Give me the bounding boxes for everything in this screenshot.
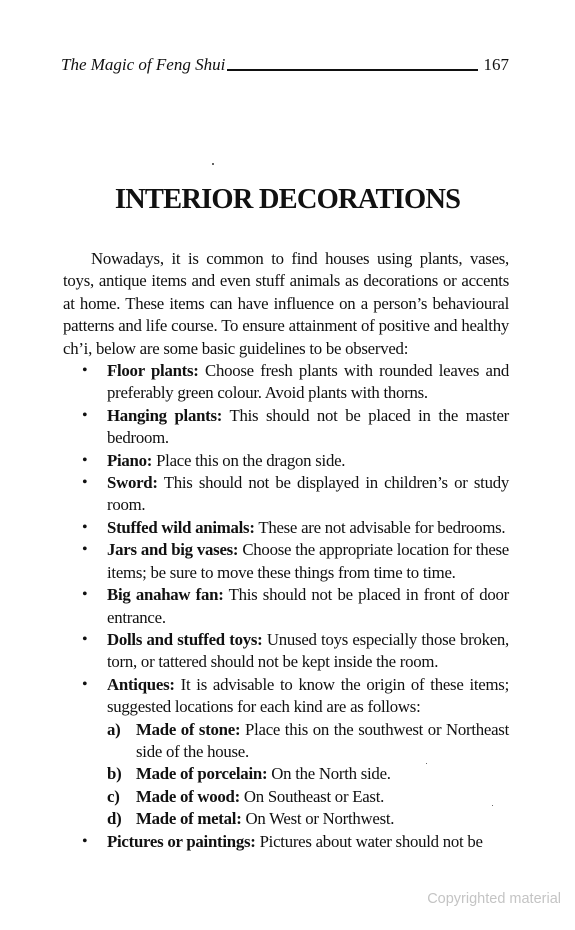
sub-item-marker: d) bbox=[107, 809, 122, 829]
list-item-jars-and-big-vases bbox=[63, 539, 509, 584]
item-term: Sword: bbox=[107, 473, 158, 493]
sub-item-marker: a) bbox=[107, 719, 121, 739]
antiques-sub-list bbox=[107, 719, 509, 831]
item-text: It is advisable to know the origin of these items; suggested locations for each kind are as follows: bbox=[107, 674, 509, 717]
item-text: Choose fresh plants with rounded leaves and preferably green colour. Avoid plants with thorns. bbox=[107, 361, 510, 403]
item-term: Big anahaw fan: bbox=[107, 585, 224, 605]
bullet-icon: • bbox=[82, 518, 88, 536]
list-item-piano bbox=[63, 450, 509, 472]
sub-item-term: Made of metal: bbox=[136, 809, 242, 829]
bullet-icon: • bbox=[82, 586, 88, 604]
list-item-big-anahaw-fan bbox=[63, 584, 509, 629]
item-term: Pictures or paintings: bbox=[107, 831, 256, 851]
sub-item-wood bbox=[107, 786, 509, 808]
list-item-sword bbox=[63, 472, 509, 517]
list-item-stuffed-wild-animals bbox=[63, 517, 509, 539]
running-header-title: The Magic of Feng Shui bbox=[61, 55, 226, 74]
intro-paragraph: Nowadays, it is common to find houses using plants, vases, toys, antique items and even stuff animals as decorations or accents at home. These items can have influence on a person’s behavioural patterns and life course. To ensure attainment of positive and healthy ch’i, below are some basic guidelines to be observed: bbox=[63, 249, 509, 358]
guidelines-list bbox=[63, 360, 509, 853]
sub-item-term: Made of wood: bbox=[136, 786, 240, 806]
bullet-icon: • bbox=[82, 541, 88, 559]
item-text: These are not advisable for bedrooms. bbox=[254, 517, 506, 537]
bullet-icon: • bbox=[82, 474, 88, 492]
item-text: Pictures about water should not be bbox=[255, 831, 483, 851]
running-header bbox=[61, 51, 509, 75]
item-term: Floor plants: bbox=[107, 361, 199, 381]
list-item-pictures-or-paintings bbox=[63, 831, 509, 853]
sub-item-metal bbox=[107, 808, 509, 830]
bullet-icon: • bbox=[82, 675, 88, 693]
sub-item-term: Made of porcelain: bbox=[136, 764, 268, 784]
sub-item-term: Made of stone: bbox=[136, 719, 241, 739]
sub-item-text: On West or Northwest. bbox=[241, 809, 395, 829]
sub-item-porcelain bbox=[107, 763, 509, 785]
body-text bbox=[63, 248, 509, 853]
page-number: 167 bbox=[483, 55, 509, 74]
item-text: Place this on the dragon side. bbox=[152, 450, 346, 470]
header-rule bbox=[227, 69, 477, 71]
sub-item-text: Place this on the southwest or Northeast side of the house. bbox=[136, 719, 509, 761]
sub-item-text: On the North side. bbox=[267, 764, 391, 784]
item-term: Dolls and stuffed toys: bbox=[107, 629, 263, 649]
item-text: This should not be placed in front of door entrance. bbox=[107, 585, 509, 627]
sub-item-stone bbox=[107, 719, 509, 764]
item-text: This should not be displayed in children’s or study room. bbox=[107, 473, 509, 515]
print-speck bbox=[212, 163, 214, 165]
item-term: Stuffed wild animals: bbox=[107, 517, 255, 537]
copyright-watermark: Copyrighted material bbox=[427, 891, 561, 907]
list-item-floor-plants bbox=[63, 360, 509, 405]
bullet-icon: • bbox=[82, 451, 88, 469]
chapter-title: INTERIOR DECORATIONS bbox=[114, 184, 461, 215]
sub-item-text: On Southeast or East. bbox=[239, 786, 385, 806]
item-term: Piano: bbox=[107, 450, 153, 470]
bullet-icon: • bbox=[82, 630, 88, 648]
list-item-dolls-and-stuffed-toys bbox=[63, 629, 509, 674]
sub-item-marker: b) bbox=[107, 764, 122, 784]
sub-item-marker: c) bbox=[107, 786, 120, 806]
item-term: Hanging plants: bbox=[107, 405, 223, 425]
bullet-icon: • bbox=[82, 406, 88, 424]
list-item-antiques bbox=[63, 674, 509, 831]
list-item-hanging-plants bbox=[63, 405, 509, 450]
bullet-icon: • bbox=[82, 362, 88, 380]
bullet-icon: • bbox=[82, 832, 88, 850]
item-text: Unused toys especially those broken, torn, or tattered should not be kept inside the room. bbox=[107, 629, 510, 672]
item-text: This should not be placed in the master bedroom. bbox=[107, 405, 509, 448]
item-term: Antiques: bbox=[107, 674, 175, 694]
item-text: Choose the appropriate location for these items; be sure to move these things from time to time. bbox=[107, 540, 510, 582]
item-term: Jars and big vases: bbox=[107, 540, 239, 560]
